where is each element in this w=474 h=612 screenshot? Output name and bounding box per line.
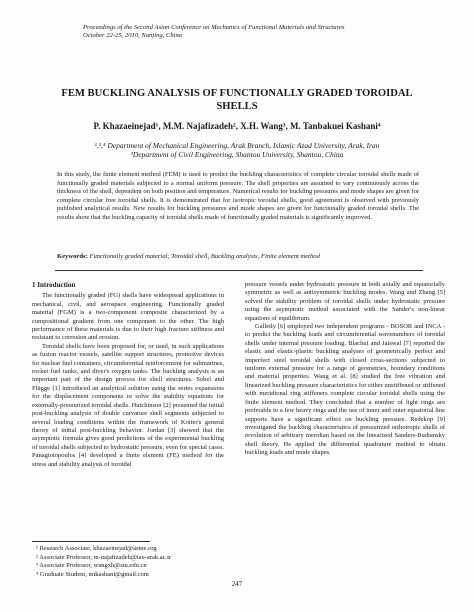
conference-header [83,24,344,41]
affiliation-1: ¹,²,⁴ Department of Mechanical Engineering, Arak Branch, Islamic Azad University, Arak, Iran [94,141,380,150]
left-column [32,281,224,469]
paragraph: Toroidal shells have been proposed for, or used, in such applications as fusion reactor vessels, satellite support structures, protective devices for nuclear fuel containers, circumferential reinforcement for submarines, rocket fuel tanks, and diver's oxygen tanks. The buckling analysis is an important part of the design process for shell structures. Sobel and Flügge [1] introduced an analytical solution using the series expansions for the displacement components to solve the stability equations for externally-pressurized toroidal shells. Hutchinson [2] presented the initial post-buckling analysis of double curvature shell segments subjected to several loading conditions within the framework of Koiter's general theory of initial post-buckling behavior. Jordan [3] showed that the asymptotic formula gives good predictions of the experimental buckling of toroidal shells subjected to hydrostatic pressure, even for special cases. Panagiotopoulos [4] developed a finite element (FE) method for the stress and stability analysis of toroidal [32,342,224,468]
footnote: ¹ Research Associate, khazaeinejad@asme.org [36,545,157,552]
abstract: In this study, the finite element method (FEM) is used to predict the buckling characteristics of complete circular toroidal shells made of functionally graded materials subjected to a normal uniform pressure. The shell properties are assumed to vary continuously across the thickness of the shell, dependent on both position and temperature. Numerical results for buckling pressures and mode shapes are given for complete circular free toroidal shells. It is demonstrated that for isotropic toroidal shells, good agreement is observed with previously published analytical results. New results for buckling pressures and mode shapes are given for functionally graded toroidal shells. The results show that the buckling capacity of toroidal shells made of functionally graded materials is significantly improved. [57,171,419,221]
keywords-text: Functionally graded material; Toroidal shell, Buckling analysis, Finite element method [89,253,320,260]
section-divider [55,270,423,271]
title-line-2: SHELLS [216,100,258,112]
footnote: ⁴ Graduate Student, mtkashani@gmail.com [36,570,149,578]
right-column [245,281,445,458]
footnote: ² Associate Professor, m-najafizadeh@iau-arak.ac.ir [36,553,172,561]
footnote: ³ Associate Professor, wangxh@stu.edu.cn [36,562,147,569]
author-list: P. Khazaeinejad¹, M.M. Najafizadeh², X.H. Wang³, M. Tanbakuei Kashani⁴ [93,121,381,131]
keywords [57,253,419,262]
page-number: 247 [231,580,243,588]
paragraph: Galletly [6] employed two independent programs - BOSOR and INCA - to predict the buckling loads and circumferential wavenumbers of toroidal shells under internal pressure loading. Blachut and Jaiswal [7] reported the elastic and elastic-plastic buckling analyses of geometrically perfect and imperfect steel toroidal shells with closed cross-sections subjected to uniform external pressure for a range of geometries, boundary conditions and material properties. Wang et al. [8] studied the free vibration and linearized buckling pressure characteristics for either unstiffened or stiffened with meridional ring stiffeners complete circular toroidal shells using the finite element method. They concluded that a number of light rings are preferable to a few heavy rings and the use of inner and outer equatorial line supports have a significant effect on buckling pressure. Redekop [9] investigated the buckling characteristics of pressurized orthotropic shells of revolution of arbitrary meridian based on the linearized Sanders-Budiansky shell theory. He applied the differential quadrature method to obtain buckling loads and mode shapes. [245,323,445,457]
paper-title [40,88,434,113]
affiliation-2: ³Department of Civil Engineering, Shantou University, Shantou, China [130,150,344,160]
paragraph: pressure vessels under hydrostatic pressure in both axially and equatorially symmetric as well as antisymmetric buckling modes. Wang and Zhang [5] solved the stability problem of toroidal shells under hydrostatic pressure using the asymptotic method associated with the Sander's non-linear equations of equilibrium. [245,281,445,322]
footnotes [36,545,171,579]
footnote-divider [32,541,150,542]
keywords-label: Keywords: [57,253,88,260]
conference-name: Proceedings of the Second Asian Conference on Mechanics of Functional Materials and Structures [83,24,345,31]
conference-date: October 22-25, 2010, Nanjing, China [83,32,183,40]
title-line-1: FEM BUCKLING ANALYSIS OF FUNCTIONALLY GRADED TOROIDAL [61,88,413,99]
paragraph: The functionally graded (FG) shells have widespread applications in mechanical, civil, and aerospace engineering. Functionally graded material (FGM) is a two-component composite characterized by a compositional gradient from one component to the other. The high performance of these materials is due to their high fracture stiffness and resistant to corrosion and erosion. [32,292,224,342]
affiliations [30,141,444,160]
section-heading: 1 Introduction [32,281,76,289]
